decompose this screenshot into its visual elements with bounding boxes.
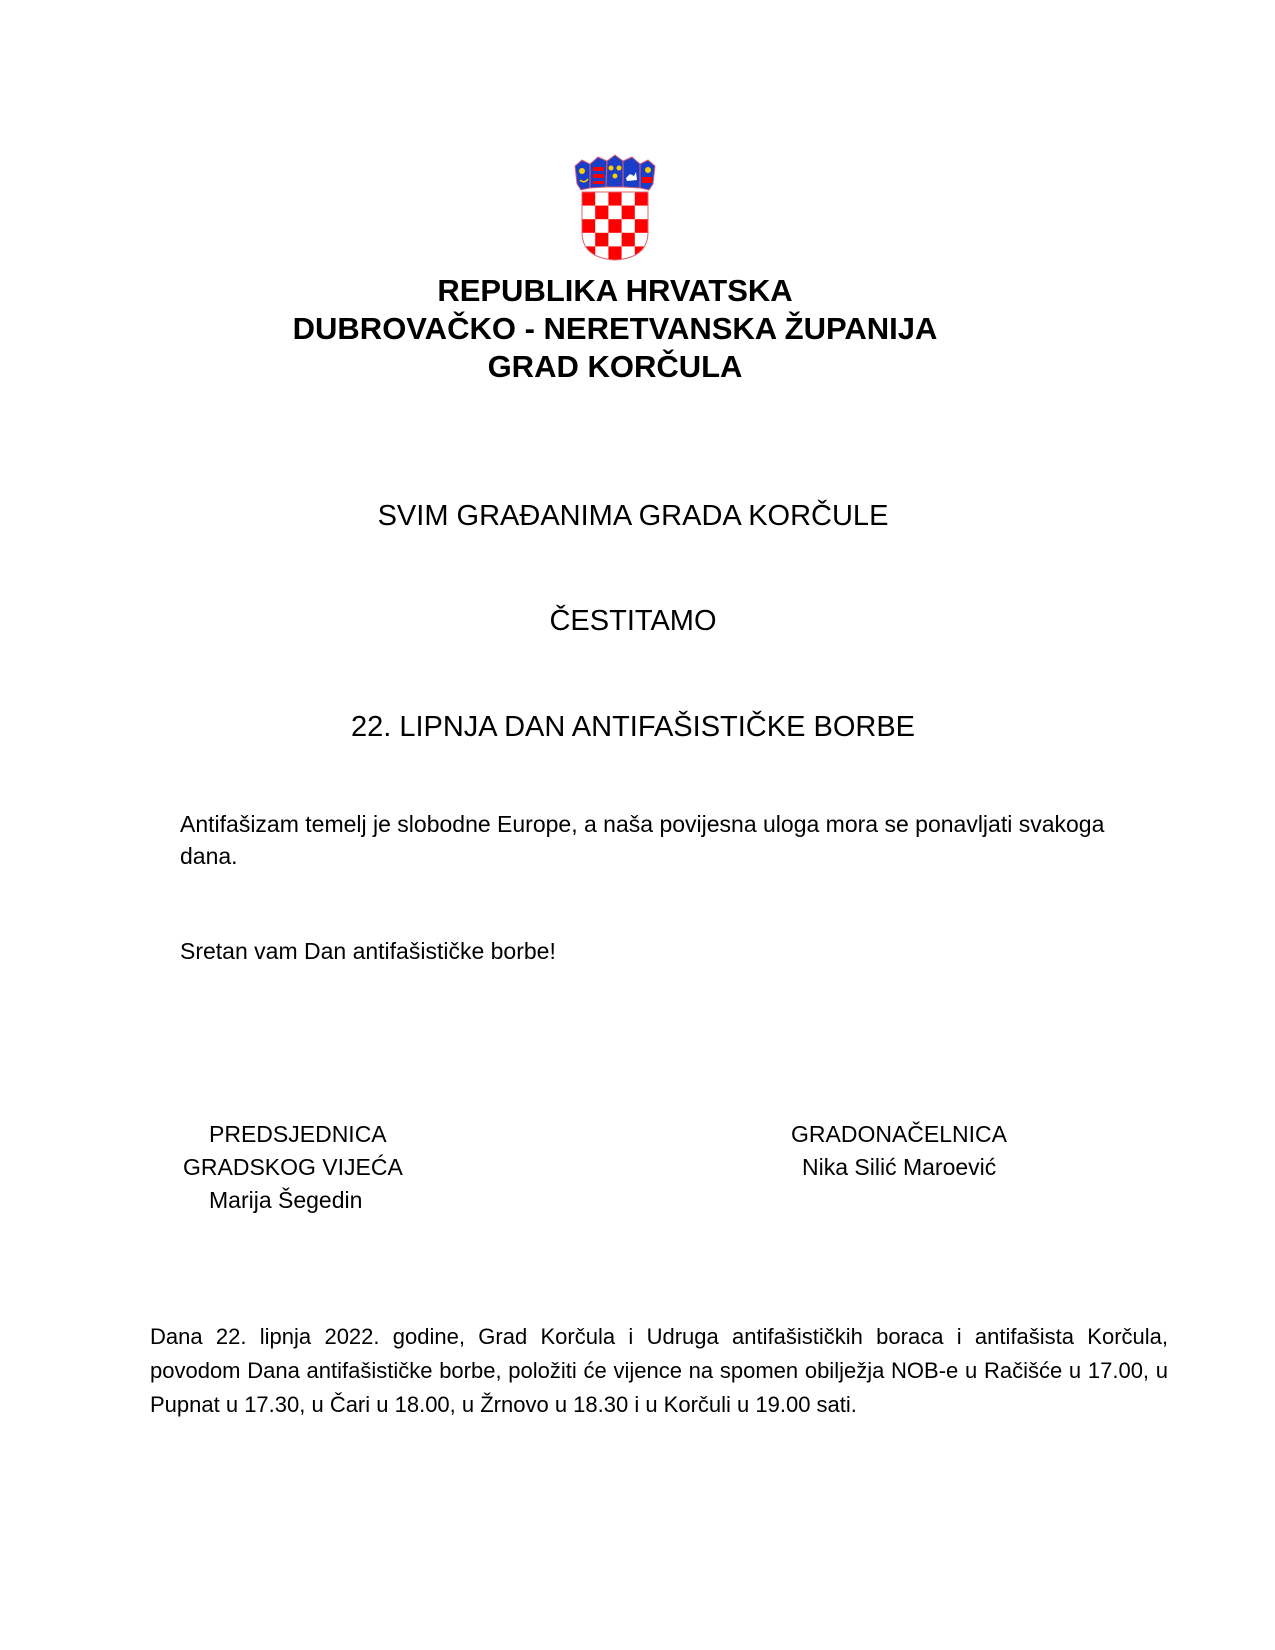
shield-square xyxy=(582,219,596,233)
shield-square xyxy=(622,219,636,233)
body-wish: Sretan vam Dan antifašističke borbe! xyxy=(180,938,556,964)
shield-square xyxy=(635,233,649,247)
signature-left-name: Marija Šegedin xyxy=(209,1187,363,1213)
shield-square xyxy=(595,206,609,220)
signature-right-name: Nika Silić Maroević xyxy=(802,1154,997,1180)
signature-right-title: GRADONAČELNICA xyxy=(791,1121,1007,1147)
header-country: REPUBLIKA HRVATSKA xyxy=(437,273,793,308)
shield-square xyxy=(595,192,609,206)
shield-square xyxy=(622,206,636,220)
shield-square xyxy=(635,219,649,233)
crown-field-3 xyxy=(606,155,623,187)
event-notice: Dana 22. lipnja 2022. godine, Grad Korčula i Udruga antifašističkih boraca i antifašista Korčula, povodom Dana antifašističke borbe, položiti će vijence na spomen obilježja NOB-e u Račišće u 17.00, u Pupnat u 17.30, u Čari u 18.00, u Žrnovo u 18.30 i u Korčuli u 19.00 sati. xyxy=(150,1324,1168,1417)
shield-square xyxy=(582,192,596,206)
crown-field-5 xyxy=(640,160,655,190)
header-county: DUBROVAČKO - NERETVANSKA ŽUPANIJA xyxy=(292,311,938,346)
shield-square xyxy=(582,246,596,260)
shield-square xyxy=(582,206,596,220)
shield-square xyxy=(595,219,609,233)
shield-square xyxy=(635,246,649,260)
shield-square xyxy=(608,233,622,247)
shield-square xyxy=(608,219,622,233)
shield-square xyxy=(622,233,636,247)
crown xyxy=(575,155,655,190)
greeting-congratulate: ČESTITAMO xyxy=(549,605,717,637)
body-paragraph: Antifašizam temelj je slobodne Europe, a naša povijesna uloga mora se ponavljati svakoga dana. xyxy=(180,811,1105,869)
greeting-occasion: 22. LIPNJA DAN ANTIFAŠISTIČKE BORBE xyxy=(350,711,916,743)
shield-square xyxy=(595,233,609,247)
shield-square xyxy=(635,192,649,206)
shield-square xyxy=(608,246,622,260)
shield-square xyxy=(635,206,649,220)
signature-left-title-2: GRADSKOG VIJEĆA xyxy=(183,1154,403,1180)
crown-field-1 xyxy=(575,160,590,190)
greeting-addressee: SVIM GRAĐANIMA GRADA KORČULE xyxy=(377,500,889,532)
shield-square xyxy=(608,206,622,220)
shield-checkerboard xyxy=(582,192,648,260)
header-city: GRAD KORČULA xyxy=(487,349,743,384)
shield-square xyxy=(622,192,636,206)
shield-square xyxy=(608,192,622,206)
croatian-coat-of-arms-icon xyxy=(572,154,658,262)
signature-left-title-1: PREDSJEDNICA xyxy=(209,1121,387,1147)
crown-field-4 xyxy=(623,157,640,188)
